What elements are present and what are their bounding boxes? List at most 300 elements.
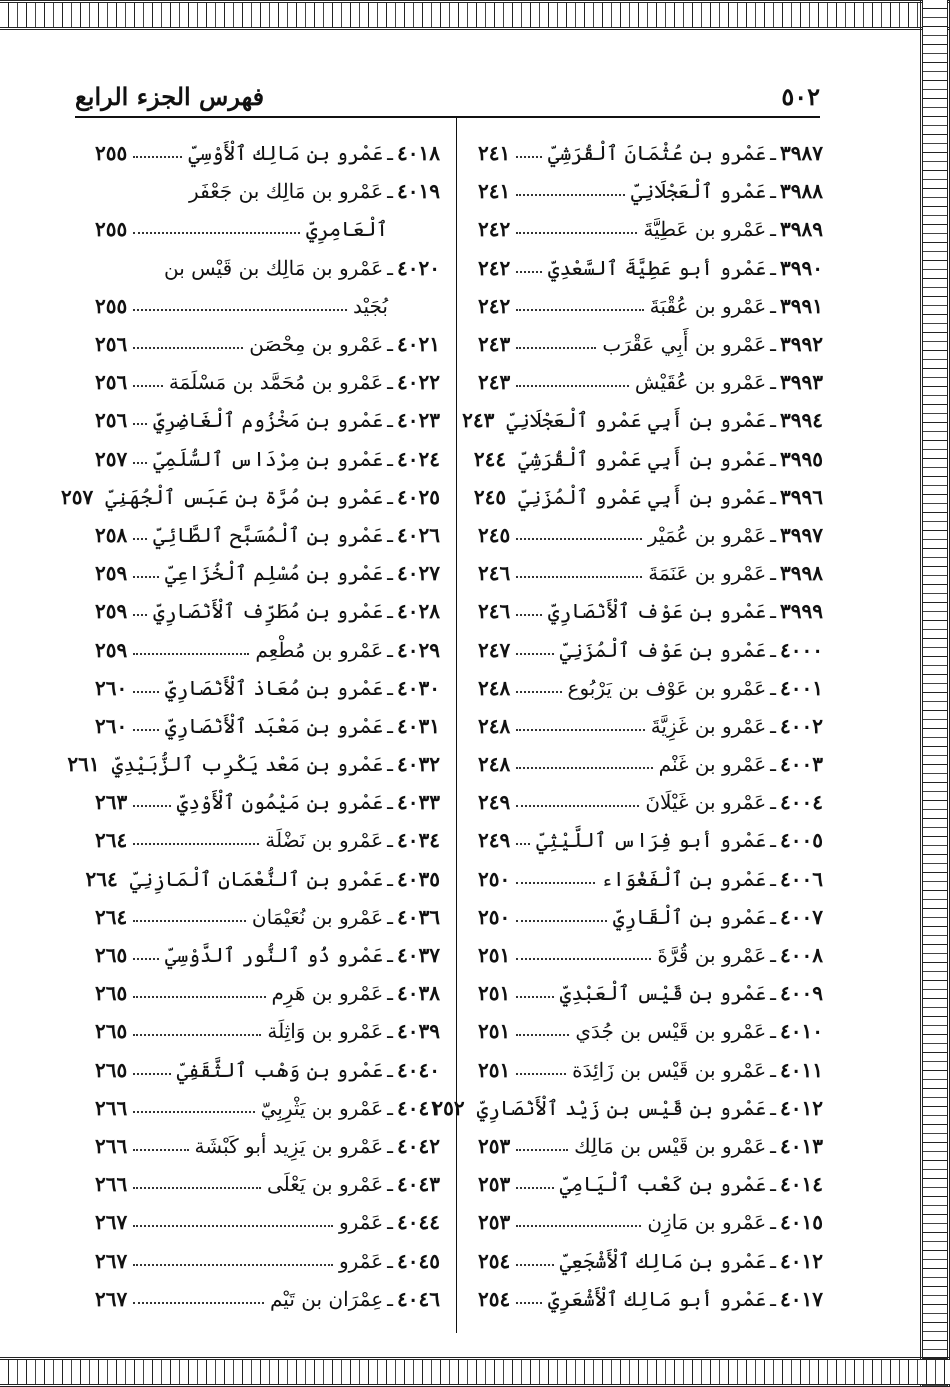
index-entry [95,516,440,554]
entry-name: عَمْرو بن أَبِي عَمْرو ٱلْعَجْلَانِيّ [506,408,767,433]
leader-dots [133,805,170,807]
leader-dots [516,194,625,196]
entry-name: عَمْرو بن يَعْلَى [266,1172,384,1197]
index-entry [95,783,440,821]
entry-page-number: ٢٤١ [478,141,511,166]
entry-name: عَمْرو أبو مَالِك ٱلْأَشْعَرِيّ [547,1286,767,1311]
index-entry [432,1089,823,1127]
index-entry [95,1280,440,1318]
entry-name: عَمْرو بن عَوْف ٱلْمُزَنِيّ [559,637,767,662]
entry-page-number: ٢٥٤ [478,1248,511,1273]
entry-name: عَمْرو بن مَالِك ٱلْأَوْسِيّ [188,141,384,166]
entry-name: عَمْرو بن نُعَيْمَان [251,904,384,929]
entry-name: عَمْرو بن غَيْلَانَ [645,790,767,815]
entry-name: عَمْرو [338,1248,384,1273]
index-entry [95,554,440,592]
entry-page-number: ٢٤٨ [478,675,511,700]
entry-dash: ـ [387,790,394,815]
index-entry [462,401,823,439]
entry-name: عَمْرو بن مَيْمُون ٱلْأَوْدِيّ [176,790,384,815]
entry-dash: ـ [770,255,777,280]
entry-dash: ـ [770,675,777,700]
entry-name: عَمْرو بن قَيْس ٱلْعَبْدِيّ [559,981,767,1006]
index-entry [478,592,823,630]
entry-dash: ـ [387,522,394,547]
leader-dots [516,232,637,234]
entry-dash: ـ [387,1248,394,1273]
index-entry [95,821,440,859]
entry-dash: ـ [387,828,394,853]
leader-dots [133,958,159,960]
index-entry [478,898,823,936]
index-entry [67,745,440,783]
index-entry [478,1012,823,1050]
entry-dash: ـ [770,828,777,853]
entry-page-number: ٢٦٠ [95,713,128,738]
leader-dots [133,576,159,578]
entry-name: عَمْرو بن قُرَّةَ [657,943,767,968]
index-entry [95,363,440,401]
index-entry [478,630,823,668]
entry-page-number: ٢٥٣ [478,1133,511,1158]
entry-number: ٣٩٩٩ [780,599,823,624]
entry-dash: ـ [770,408,777,433]
entry-number: ٣٩٩١ [780,293,823,318]
entry-name: عَمْرو بن أَبِي عَقْرَب [602,332,767,357]
index-entry [473,440,823,478]
entry-name: عَمْرو بن مُطَرِّف ٱلْأَنْصَارِيّ [153,599,384,624]
entry-dash: ـ [770,332,777,357]
page-header [75,78,820,118]
entry-number: ٤٠٣٢ [397,752,440,777]
index-entry [478,1127,823,1165]
entry-dash: ـ [387,1057,394,1082]
entry-dash: ـ [387,484,394,509]
leader-dots [133,614,147,616]
entry-number: ٣٩٩٠ [780,255,823,280]
leader-dots [516,1073,566,1075]
page-number: ٥٠٢ [781,82,820,111]
leader-dots [516,271,542,273]
entry-number: ٤٠٣٥ [397,866,440,891]
index-entry [95,936,440,974]
index-entry [478,134,823,172]
index-entry [478,554,823,592]
leader-dots [133,1073,170,1075]
entry-number: ٤٠٢٤ [397,446,440,471]
index-entry [85,860,440,898]
entry-name: عَمْرو بن ٱلْفَغْوَاء [601,866,767,891]
index-entry [95,172,440,210]
leader-dots [133,1034,261,1036]
leader-dots [516,576,642,578]
entry-number: ٣٩٩٤ [780,408,823,433]
entry-dash: ـ [387,637,394,662]
entry-name: ٱلْعَامِرِيّ [305,217,388,242]
entry-number: ٤٠٠٧ [780,904,823,929]
entry-name: عَمْرو بن قَيْس بن مَالِك [574,1133,767,1158]
leader-dots [516,882,595,884]
entry-dash: ـ [770,1286,777,1311]
index-entry [95,630,440,668]
index-entry [95,287,440,325]
entry-page-number: ٢٦٣ [95,790,128,815]
entry-page-number: ٢٦١ [67,752,100,777]
leader-dots [133,1225,333,1227]
entry-page-number: ٢٦٦ [95,1133,128,1158]
leader-dots [516,385,629,387]
entry-dash: ـ [770,866,777,891]
index-entry [95,707,440,745]
leader-dots [516,614,542,616]
leader-dots [133,385,163,387]
entry-dash: ـ [387,599,394,624]
leader-dots [516,1302,542,1304]
entry-page-number: ٢٤٥ [473,484,507,509]
entry-page-number: ٢٤٥ [478,522,511,547]
entry-dash: ـ [770,1057,777,1082]
entry-number: ٤٠٣٨ [397,981,440,1006]
entry-name: عَمْرو بن مَعْبَد ٱلْأَنْصَارِيّ [164,713,384,738]
entry-page-number: ٢٥٣ [478,1210,511,1235]
entry-dash: ـ [387,981,394,1006]
entry-page-number: ٢٥٤ [478,1286,511,1311]
entry-page-number: ٢٤٤ [473,446,507,471]
leader-dots [133,156,182,158]
entry-number: ٤٠٤٣ [397,1172,440,1197]
index-entry [95,401,440,439]
entry-number: ٤٠٠٠ [780,637,823,662]
index-entry [95,974,440,1012]
entry-dash: ـ [387,255,394,280]
entry-name: عَمْرو ٱلْعَجْلَانِيّ [630,179,767,204]
entry-number: ٣٩٩٢ [780,332,823,357]
entry-page-number: ٢٥٦ [95,408,128,433]
entry-number: ٤٠٢٦ [397,522,440,547]
entry-number: ٤٠٤١ [397,1095,440,1120]
index-entry [95,1203,440,1241]
entry-number: ٣٩٩٥ [780,446,823,471]
entry-page-number: ٢٥٩ [95,637,128,662]
entry-name: عَمْرو بن مِرْدَاس ٱلسُّلَمِيّ [153,446,384,471]
entry-number: ٤٠١٩ [397,179,440,204]
entry-number: ٤٠٣٣ [397,790,440,815]
leader-dots [516,538,642,540]
entry-page-number: ٢٤٨ [478,713,511,738]
entry-number: ٤٠٤٤ [397,1210,440,1235]
entry-number: ٤٠٣٦ [397,904,440,929]
entry-number: ٤٠٣٠ [397,675,440,700]
leader-dots [133,691,159,693]
entry-dash: ـ [387,1095,394,1120]
entry-page-number: ٢٥٠ [478,866,511,891]
entry-page-number: ٢٦٥ [95,1019,128,1044]
entry-name: عَمْرو بن عُقَيْش [634,370,767,395]
index-entry [478,249,823,287]
entry-number: ٤٠١٧ [780,1286,823,1311]
entry-number: ٤٠٠٤ [780,790,823,815]
entry-dash: ـ [770,1133,777,1158]
entry-dash: ـ [387,752,394,777]
entry-name: عَمْرو بن مَخْزُوم ٱلْغَاضِرِيّ [153,408,384,433]
index-entry [478,860,823,898]
leader-dots [133,309,347,311]
right-column [432,134,823,1318]
leader-dots [133,1302,264,1304]
entry-number: ٤٠٠٨ [780,943,823,968]
leader-dots [133,1111,254,1113]
index-entry [478,707,823,745]
leader-dots [516,1264,553,1266]
entry-dash: ـ [770,217,777,242]
entry-name: عَمْرو أبو فِرَاس ٱللَّيْثِيّ [536,828,767,853]
leader-dots [516,920,607,922]
entry-page-number: ٢٥١ [478,943,511,968]
entry-number: ٤٠٣٧ [397,943,440,968]
index-entry [478,936,823,974]
index-entry [95,669,440,707]
entry-number: ٤٠٠١ [780,675,823,700]
entry-name: عَمْرو أبو عَطِيَّةَ ٱلسَّعْدِيّ [547,255,767,280]
entry-name: عَمْرو بن وَهْب ٱلثَّقَفِيّ [176,1057,384,1082]
index-entry [478,1280,823,1318]
entry-name: عَمْرو بن عُقْبَةَ [649,293,767,318]
leader-dots [516,691,561,693]
leader-dots [133,538,147,540]
entry-name: عِمْرَان بن تَيْم [269,1286,384,1311]
entry-name: عَمْرو بن غَزِيَّةَ [650,713,767,738]
entry-dash: ـ [770,599,777,624]
entry-page-number: ٢٦٦ [95,1172,128,1197]
entry-dash: ـ [387,561,394,586]
index-entry [478,325,823,363]
index-entry [473,478,823,516]
entry-name: عَمْرو بن ٱلْمُسَبَّح ٱلطَّائِيّ [153,522,384,547]
entry-number: ٤٠٣١ [397,713,440,738]
leader-dots [133,843,259,845]
entry-dash: ـ [770,637,777,662]
entry-page-number: ٢٦٤ [95,904,128,929]
entry-page-number: ٢٤٢ [478,255,511,280]
entry-dash: ـ [770,1210,777,1235]
entry-page-number: ٢٥٦ [95,332,128,357]
leader-dots [133,347,243,349]
index-entry [95,1051,440,1089]
entry-name: عَمْرو بن عُمَيْر [647,522,767,547]
entry-page-number: ٢٦٧ [95,1248,128,1273]
entry-number: ٤٠١٢ [780,1248,823,1273]
entry-page-number: ٢٦٦ [95,1095,128,1120]
entry-page-number: ٢٤٩ [478,790,511,815]
entry-name: عَمْرو [338,1210,384,1235]
entry-page-number: ٢٦٧ [95,1210,128,1235]
entry-dash: ـ [387,179,394,204]
entry-page-number: ٢٤٣ [462,408,495,433]
index-entry [478,172,823,210]
index-entry [478,669,823,707]
entry-dash: ـ [387,904,394,929]
entry-number: ٤٠٢٠ [397,255,440,280]
entry-number: ٤٠٠٩ [780,981,823,1006]
leader-dots [516,1149,568,1151]
entry-number: ٤٠١٢ [780,1095,823,1120]
entry-page-number: ٢٥١ [478,1057,511,1082]
entry-number: ٤٠٤٦ [397,1286,440,1311]
decorative-border-right [920,0,950,1387]
entry-dash: ـ [770,943,777,968]
entry-page-number: ٢٦٥ [95,1057,128,1082]
entry-number: ٤٠٢٧ [397,561,440,586]
entry-dash: ـ [387,370,394,395]
leader-dots [516,156,542,158]
index-entry [61,478,440,516]
entry-number: ٤٠٢٨ [397,599,440,624]
entry-page-number: ٢٥٧ [95,446,128,471]
entry-page-number: ٢٥٥ [95,141,128,166]
entry-dash: ـ [770,1172,777,1197]
leader-dots [516,843,530,845]
entry-number: ٤٠٠٥ [780,828,823,853]
index-entry [478,287,823,325]
entry-number: ٤٠٤٠ [397,1057,440,1082]
entry-dash: ـ [770,522,777,547]
entry-number: ٤٠١١ [780,1057,823,1082]
leader-dots [133,232,300,234]
leader-dots [133,653,249,655]
entry-number: ٤٠٠٣ [780,752,823,777]
entry-dash: ـ [770,790,777,815]
entry-page-number: ٢٥٦ [95,370,128,395]
entry-name: عَمْرو بن يَثْرِبِيّ [260,1095,384,1120]
entry-page-number: ٢٦٤ [95,828,128,853]
entry-number: ٣٩٩٣ [780,370,823,395]
index-entry [95,210,440,248]
entry-name: عَمْرو بن مُسْلِم ٱلْخُزَاعِيّ [164,561,384,586]
entry-number: ٤٠٢١ [397,332,440,357]
column-divider [456,118,457,1333]
index-entry [95,898,440,936]
entry-dash: ـ [770,981,777,1006]
entry-dash: ـ [387,141,394,166]
index-entry [95,1241,440,1279]
entry-name: عَمْرو بن قَيْس بن جُدَي [575,1019,767,1044]
leader-dots [516,729,644,731]
leader-dots [516,1225,641,1227]
entry-dash: ـ [387,1210,394,1235]
index-entry [478,745,823,783]
index-entry [95,325,440,363]
entry-name: عَمْرو بن قَيْس بن زَائِدَة [572,1057,767,1082]
index-entry [95,249,440,287]
entry-name: عَمْرو بن مُرَّة بن عَبَس ٱلْجُهَنِيّ [105,484,384,509]
decorative-border-bottom [0,1357,950,1387]
entry-number: ٣٩٩٦ [780,484,823,509]
index-entry [95,1127,440,1165]
entry-dash: ـ [387,1133,394,1158]
entry-page-number: ٢٦٥ [95,943,128,968]
leader-dots [516,347,596,349]
entry-page-number: ٢٤٣ [478,370,511,395]
entry-page-number: ٢٤٢ [478,293,511,318]
leader-dots [133,920,246,922]
entry-number: ٣٩٨٧ [780,141,823,166]
entry-name: عَمْرو بن أَبِي عَمْرو ٱلْمُزَنِيّ [518,484,767,509]
leader-dots [516,309,643,311]
leader-dots [133,1149,188,1151]
entry-name: عَمْرو بن عَوْف ٱلْأَنْصَارِيّ [547,599,767,624]
index-entry [478,1203,823,1241]
entry-name: عَمْرو بن ٱلنُّعْمَان ٱلْمَازِنِيّ [129,866,384,891]
entry-number: ٤٠١٠ [780,1019,823,1044]
entry-number: ٤٠٢٥ [397,484,440,509]
entry-name: عَمْرو بن مُحَمَّد بن مَسْلَمَة [168,370,384,395]
entry-dash: ـ [770,484,777,509]
index-entry [478,516,823,554]
entry-name: عَمْرو بن مُطْعِم [255,637,384,662]
leader-dots [133,1264,333,1266]
entry-dash: ـ [770,713,777,738]
entry-number: ٤٠٣٩ [397,1019,440,1044]
entry-page-number: ٢٥٧ [61,484,94,509]
entry-name: عَمْرو بن مَالِك بن جَعْفَر [189,179,384,204]
entry-page-number: ٢٥٩ [95,599,128,624]
entry-name: عَمْرو بن مِحْصَن [249,332,384,357]
leader-dots [516,1034,569,1036]
index-entry [478,821,823,859]
entry-page-number: ٢٥١ [478,1019,511,1044]
entry-page-number: ٢٦٠ [95,675,128,700]
entry-number: ٤٠٠٦ [780,866,823,891]
entry-name: عَمْرو بن عَنَمَةَ [648,561,767,586]
entry-name: عَمْرو بن مَالِك بن قَيْس بن [163,255,384,280]
entry-dash: ـ [770,752,777,777]
entry-number: ٤٠٢٢ [397,370,440,395]
index-entry [95,134,440,172]
entry-name: عَمْرو بن مَازِن [647,1210,767,1235]
entry-dash: ـ [387,1286,394,1311]
entry-dash: ـ [770,293,777,318]
entry-dash: ـ [387,1019,394,1044]
index-entry [478,974,823,1012]
index-entry [478,1051,823,1089]
entry-dash: ـ [387,713,394,738]
leader-dots [516,996,553,998]
leader-dots [133,423,147,425]
entry-dash: ـ [770,904,777,929]
entry-name: عَمْرو بن مَعْد يَكْرِب ٱلزُّبَيْدِيّ [111,752,384,777]
entry-name: عَمْرو بن ٱلْقَارِيّ [612,904,767,929]
leader-dots [516,805,639,807]
entry-page-number: ٢٥١ [478,981,511,1006]
entry-dash: ـ [387,943,394,968]
index-entry [478,1165,823,1203]
entry-number: ٣٩٨٨ [780,179,823,204]
leader-dots [133,996,265,998]
leader-dots [133,1187,261,1189]
entry-page-number: ٢٤٦ [478,599,511,624]
decorative-border-top [0,0,950,30]
entry-dash: ـ [387,866,394,891]
entry-page-number: ٢٤٩ [478,828,511,853]
entry-number: ٤٠٤٥ [397,1248,440,1273]
leader-dots [516,1187,553,1189]
entry-number: ٤٠٤٢ [397,1133,440,1158]
entry-page-number: ٢٤٨ [478,752,511,777]
index-entry [478,783,823,821]
entry-page-number: ٢٦٧ [95,1286,128,1311]
entry-dash: ـ [387,1172,394,1197]
index-entry [95,1012,440,1050]
